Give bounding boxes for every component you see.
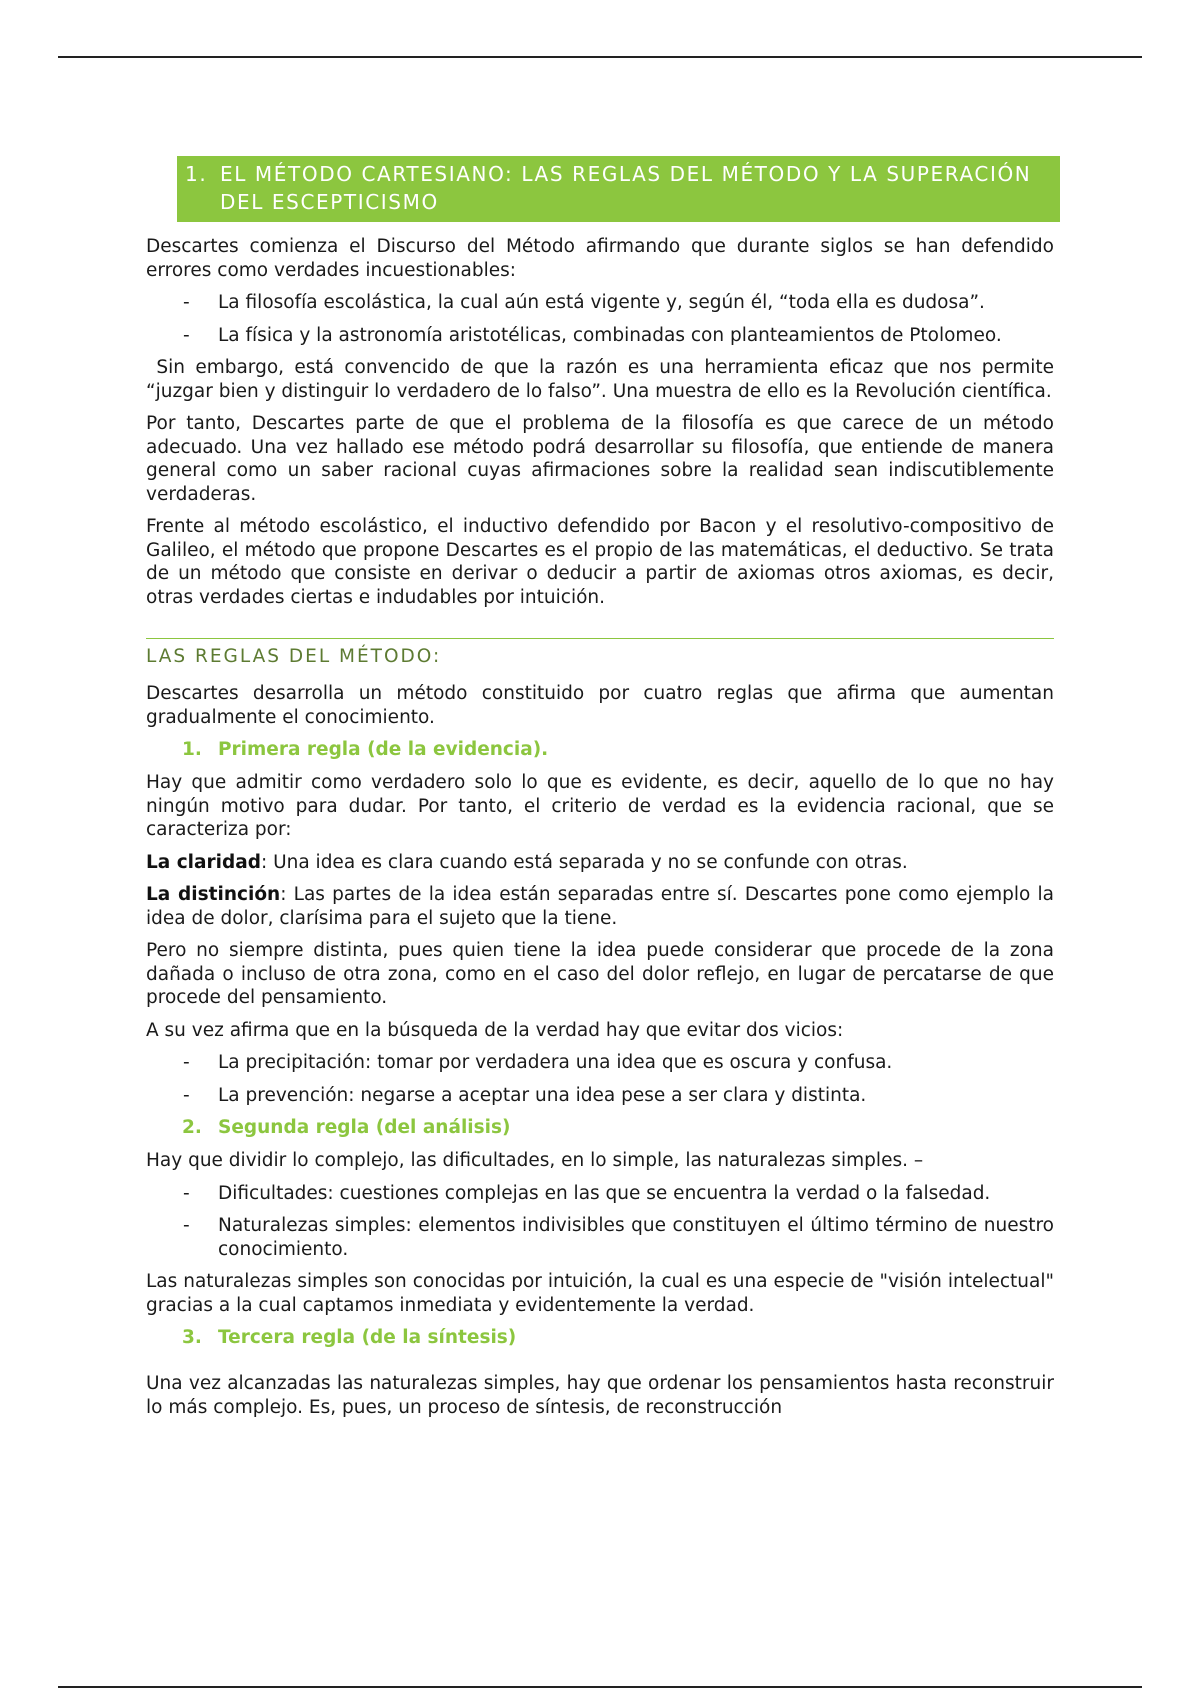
vices-list <box>146 1051 1054 1107</box>
chapter-number: 1. <box>185 162 208 186</box>
method-paragraph: Por tanto, Descartes parte de que el problema de la filosofía es que carece de un método adecuado. Una vez hallado ese método podrá desarrollar su filosofía, que entiende de manera general como un saber racional cuyas afirmaciones sobre la realidad sean indiscutiblemente verdaderas. <box>146 413 1054 505</box>
clarity-paragraph: La claridad: Una idea es clara cuando está separada y no se confunde con otras. <box>146 851 908 873</box>
distinction-paragraph: La distinción: Las partes de la idea están separadas entre sí. Descartes pone como ejemplo la idea de dolor, clarísima para el sujeto que la tiene. <box>146 884 1054 929</box>
rule-3-heading: 3. Tercera regla (de la síntesis) <box>182 1327 517 1348</box>
rule-1-text: Hay que admitir como verdadero solo lo que es evidente, es decir, aquello de lo que no hay ningún motivo para dudar. Por tanto, el criterio de verdad es la evidencia racional, que se caracteriza por: <box>146 772 1054 840</box>
list-item: - La física y la astronomía aristotélicas, combinadas con planteamientos de Ptolomeo. <box>183 324 1002 346</box>
vices-intro: A su vez afirma que en la búsqueda de la verdad hay que evitar dos vicios: <box>146 1019 844 1041</box>
pain-paragraph: Pero no siempre distinta, pues quien tiene la idea puede considerar que procede de la zona dañada o incluso de otra zona, como en el caso del dolor reflejo, en lugar de percatarse de que procede del pensamiento. <box>146 940 1054 1008</box>
intuition-paragraph: Las naturalezas simples son conocidas por intuición, la cual es una especie de "visión intelectual" gracias a la cual captamos inmediata y evidentemente la verdad. <box>146 1271 1054 1316</box>
rules-intro: Descartes desarrolla un método constituido por cuatro reglas que afirma que aumentan gradualmente el conocimiento. <box>146 683 1054 728</box>
section-divider <box>146 638 1054 639</box>
rule-2-heading: 2. Segunda regla (del análisis) <box>182 1117 511 1138</box>
rule-2-text: Hay que dividir lo complejo, las dificultades, en lo simple, las naturalezas simples. – <box>146 1150 924 1171</box>
chapter-title: EL MÉTODO CARTESIANO: LAS REGLAS DEL MÉTODO Y LA SUPERACIÓN DEL ESCEPTICISMO <box>220 162 1032 214</box>
section-title: LAS REGLAS DEL MÉTODO: <box>146 646 442 667</box>
list-item: - Naturalezas simples: elementos indivisibles que constituyen el último término de nuestro conocimiento. <box>183 1215 1054 1260</box>
intro-paragraph: Descartes comienza el Discurso del Método afirmando que durante siglos se han defendido errores como verdades incuestionables: <box>146 236 1054 281</box>
rule-1-heading: 1. Primera regla (de la evidencia). <box>182 739 549 760</box>
chapter-heading <box>177 156 1060 222</box>
analysis-list <box>146 1182 1054 1262</box>
list-item: - Dificultades: cuestiones complejas en las que se encuentra la verdad o la falsedad. <box>183 1182 991 1204</box>
document-body <box>146 156 1060 1419</box>
deductive-paragraph: Frente al método escolástico, el inductivo defendido por Bacon y el resolutivo-compositivo de Galileo, el método que propone Descartes es el propio de las matemáticas, el deductivo. Se trata de un método que consiste en derivar o deducir a partir de axiomas otros axiomas, es decir, otras verdades ciertas e indudables por intuición. <box>146 516 1054 608</box>
top-border-line <box>58 56 1142 58</box>
errors-list <box>146 291 1054 347</box>
list-item: - La precipitación: tomar por verdadera una idea que es oscura y confusa. <box>183 1052 893 1073</box>
list-item: - La prevención: negarse a aceptar una idea pese a ser clara y distinta. <box>183 1084 867 1106</box>
bottom-border-line <box>58 1686 1142 1688</box>
reason-paragraph: Sin embargo, está convencido de que la razón es una herramienta eficaz que nos permite “juzgar bien y distinguir lo verdadero de lo falso”. Una muestra de ello es la Revolución científica. <box>146 357 1060 402</box>
rule-3-text: Una vez alcanzadas las naturalezas simples, hay que ordenar los pensamientos hasta reconstruir lo más complejo. Es, pues, un proceso de síntesis, de reconstrucción <box>146 1373 1054 1418</box>
list-item: - La filosofía escolástica, la cual aún está vigente y, según él, “toda ella es dudosa”. <box>183 292 985 313</box>
